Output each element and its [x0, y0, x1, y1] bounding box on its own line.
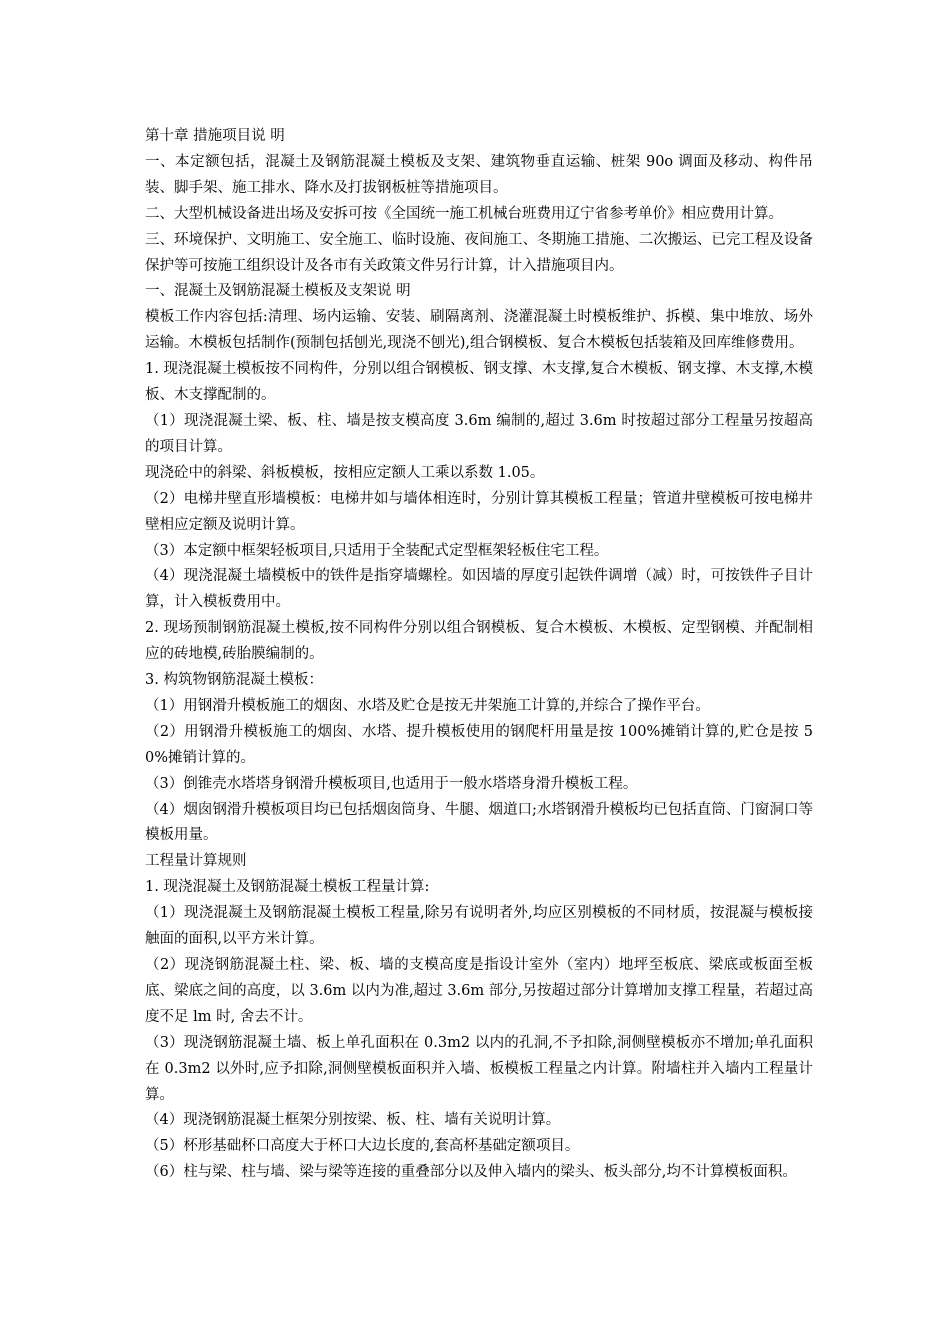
chapter-title: 第十章 措施项目说 明 [145, 128, 285, 144]
paragraph-rule-1-6: （6）柱与梁、柱与墙、梁与梁等连接的重叠部分以及伸入墙内的梁头、板头部分,均不计算模板面积。 [145, 1164, 797, 1181]
paragraph-environment: 三、环境保护、文明施工、安全施工、临时设施、夜间施工、冬期施工措施、二次搬运、已完工程及设备保护等可按施工组织设计及各市有关政策文件另行计算，计入措施项目内。 [145, 231, 813, 274]
paragraph-rule-1-1: （1）现浇混凝土及钢筋混凝土模板工程量,除另有说明者外,均应区别模板的不同材质，按混凝与模板接触面的面积,以平方米计算。 [145, 905, 813, 948]
paragraph-item-2: 2. 现场预制钢筋混凝土模板,按不同构件分别以组合钢模板、复合木模板、木模板、定型钢模、并配制相应的砖地模,砖胎膜编制的。 [145, 620, 813, 663]
paragraph-item-1-3: （3）本定额中框架轻板项目,只适用于全装配式定型框架轻板住宅工程。 [145, 542, 609, 559]
paragraph-item-3-4: （4）烟囱钢滑升模板项目均已包括烟囱筒身、牛腿、烟道口;水塔钢滑升模板均已包括直筒、门窗洞口等模板用量。 [145, 801, 813, 844]
paragraph-item-3-2: （2）用钢滑升模板施工的烟囱、水塔、提升模板使用的钢爬杆用量是按 100%摊销计算的,贮仓是按 50%摊销计算的。 [145, 723, 813, 766]
document-page [145, 124, 813, 1186]
paragraph-item-3-1: （1）用钢滑升模板施工的烟囱、水塔及贮仓是按无井架施工计算的,并综合了操作平台。 [145, 697, 710, 714]
paragraph-item-3-3: （3）倒锥壳水塔塔身钢滑升模板项目,也适用于一般水塔塔身滑升模板工程。 [145, 775, 638, 792]
paragraph-rule-1-3: （3）现浇钢筋混凝土墙、板上单孔面积在 0.3m2 以内的孔洞,不予扣除,洞侧壁模板亦不增加;单孔面积在 0.3m2 以外时,应予扣除,洞侧壁模板面积并入墙、板模板工程量之内计算。附墙柱并入墙内工程量计算。 [145, 1034, 813, 1103]
paragraph-item-1: 1. 现浇混凝土模板按不同构件，分别以组合钢模板、钢支撑、木支撑,复合木模板、钢支撑、木支撑,木模板、木支撑配制的。 [145, 361, 813, 404]
paragraph-item-1-1: （1）现浇混凝土梁、板、柱、墙是按支模高度 3.6m 编制的,超过 3.6m 时按超过部分工程量另按超高的项目计算。 [145, 412, 813, 455]
paragraph-rule-1-2: （2）现浇钢筋混凝土柱、梁、板、墙的支模高度是指设计室外（室内）地坪至板底、梁底或板面至板底、梁底之间的高度，以 3.6m 以内为准,超过 3.6m 部分,另按超过部分计算增加支撑工程量，若超过高度不足 lm 时, 舍去不计。 [145, 957, 813, 1025]
paragraph-item-3: 3. 构筑物钢筋混凝土模板： [145, 672, 323, 689]
section-heading-rules: 工程量计算规则 [145, 853, 247, 870]
paragraph-rule-1-4: （4）现浇钢筋混凝土框架分别按梁、板、柱、墙有关说明计算。 [145, 1112, 561, 1129]
paragraph-formwork-content: 模板工作内容包括:清理、场内运输、安装、刷隔离剂、浇灌混凝土时模板维护、拆模、集中堆放、场外运输。木模板包括制作(预制包括刨光,现浇不刨光),组合钢模板、复合木模板包括装箱及回库维修费用。 [145, 309, 813, 352]
paragraph-slanted-beams: 现浇砼中的斜梁、斜板模板，按相应定额人工乘以系数 1.05。 [145, 464, 545, 481]
section-heading-formwork: 一、混凝土及钢筋混凝土模板及支架说 明 [145, 283, 411, 300]
paragraph-machinery: 二、大型机械设备进出场及安拆可按《全国统一施工机械台班费用辽宁省参考单价》相应费用计算。 [145, 205, 783, 222]
paragraph-item-1-4: （4）现浇混凝土墙模板中的铁件是指穿墙螺栓。如因墙的厚度引起铁件调增（减）时，可按铁件子目计算，计入模板费用中。 [145, 568, 813, 611]
paragraph-rule-1: 1. 现浇混凝土及钢筋混凝土模板工程量计算: [145, 879, 430, 896]
paragraph-rule-1-5: （5）杯形基础杯口高度大于杯口大边长度的,套高杯基础定额项目。 [145, 1138, 580, 1155]
paragraph-scope: 一、本定额包括，混凝土及钢筋混凝土模板及支架、建筑物垂直运输、桩架 90o 调面及移动、构件吊装、脚手架、施工排水、降水及打拔钢板桩等措施项目。 [145, 153, 813, 196]
paragraph-item-1-2: （2）电梯井壁直形墙模板：电梯井如与墙体相连时，分别计算其模板工程量；管道井壁模板可按电梯井壁相应定额及说明计算。 [145, 490, 813, 533]
